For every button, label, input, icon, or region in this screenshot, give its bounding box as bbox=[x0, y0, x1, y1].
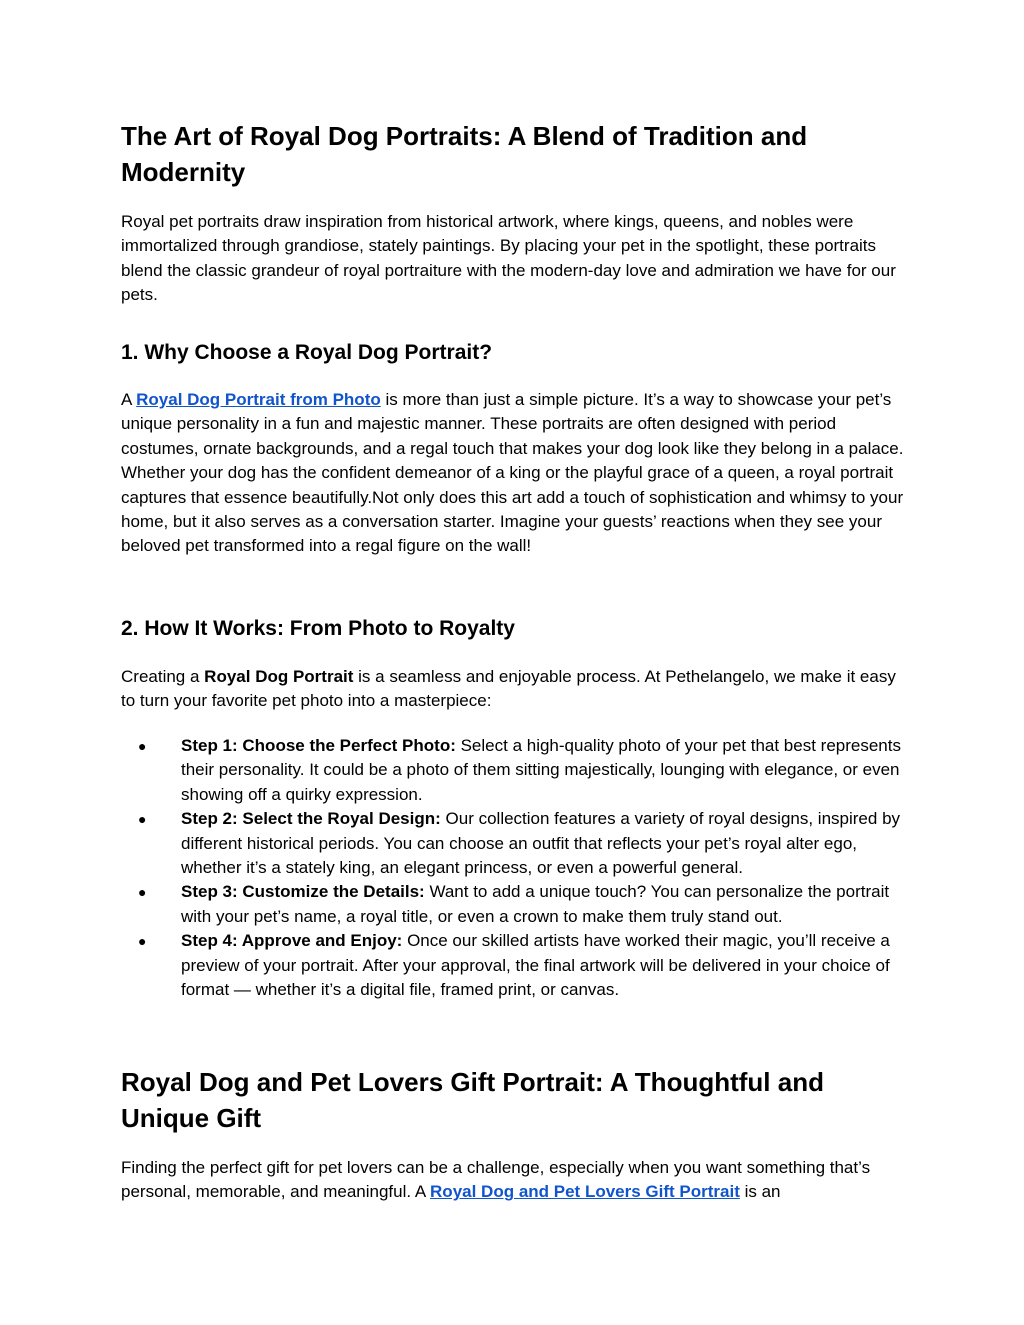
bullet-icon: ● bbox=[138, 884, 147, 901]
list-item bbox=[121, 734, 911, 807]
how-body: is a seamless and enjoyable process. At Pethelangelo, we make it easy to turn your favorite pet photo into a masterpiece: bbox=[121, 667, 896, 711]
section-title-gift-portrait: Royal Dog and Pet Lovers Gift Portrait: A Thoughtful and Unique Gift bbox=[121, 1067, 824, 1133]
step-text: Once our skilled artists have worked their magic, you’ll receive a preview of your portrait. After your approval, the final artwork will be delivered in your choice of format — whether it’s a digital file, framed print, or canvas. bbox=[181, 931, 890, 1000]
heading-how-it-works: 2. How It Works: From Photo to Royalty bbox=[121, 617, 515, 640]
gift-suffix: is an bbox=[739, 1182, 781, 1202]
bullet-icon: ● bbox=[138, 738, 147, 754]
how-prefix: Creating a bbox=[121, 667, 205, 686]
why-paragraph bbox=[121, 388, 911, 559]
step-text: Our collection features a variety of royal designs, inspired by different historical periods. You can choose an outfit that reflects your pet’s royal alter ego, whether it’s a stately king, an elegant princess, or even a powerful general. bbox=[181, 809, 901, 878]
bullet-icon: ● bbox=[138, 811, 147, 828]
royal-dog-portrait-from-photo-link[interactable]: Royal Dog Portrait from Photo bbox=[136, 390, 381, 409]
why-body: is more than just a simple picture. It’s a way to showcase your pet’s unique personality in a fun and majestic manner. These portraits are often designed with period costumes, ornate backgrounds, and a regal touch that makes your dog look like they belong in a palace. Whether your dog has the confident demeanor of a king or the playful grace of a queen, a royal portrait captures that essence beautifully.Not only does this art add a touch of sophistication and whimsy to your home, but it also serves as a conversation starter. Imagine your guests’ reactions when they see your beloved pet transformed into a regal figure on the wall! bbox=[121, 390, 904, 556]
gift-prefix: Finding the perfect gift for pet lovers can be a challenge, especially when you want something that’s personal, memorable, and meaningful. A bbox=[121, 1158, 871, 1202]
intro-paragraph: Royal pet portraits draw inspiration from historical artwork, where kings, queens, and nobles were immortalized through grandiose, stately paintings. By placing your pet in the spotlight, these portraits blend the classic grandeur of royal portraiture with the modern-day love and admiration we have for our pets. bbox=[121, 212, 896, 305]
step-label: Step 3: Customize the Details: bbox=[181, 882, 425, 902]
section-title-art-of-royal-dog-portraits: The Art of Royal Dog Portraits: A Blend of Tradition and Modernity bbox=[121, 121, 808, 187]
step-label: Step 4: Approve and Enjoy: bbox=[181, 931, 403, 951]
step-label: Step 1: Choose the Perfect Photo: bbox=[181, 736, 456, 755]
step-label: Step 2: Select the Royal Design: bbox=[181, 809, 441, 829]
step-text: Want to add a unique touch? You can personalize the portrait with your pet’s name, a royal title, or even a crown to make them truly stand out. bbox=[181, 882, 890, 926]
list-item bbox=[121, 929, 911, 1002]
why-prefix: A bbox=[121, 390, 137, 409]
how-bold-term: Royal Dog Portrait bbox=[204, 667, 354, 686]
list-item bbox=[121, 807, 911, 880]
royal-dog-and-pet-lovers-gift-portrait-link[interactable]: Royal Dog and Pet Lovers Gift Portrait bbox=[430, 1182, 740, 1202]
how-paragraph bbox=[121, 665, 911, 714]
list-item bbox=[121, 880, 911, 929]
bullet-icon: ● bbox=[138, 933, 147, 950]
steps-list bbox=[121, 734, 911, 1002]
step-text: Select a high-quality photo of your pet that best represents their personality. It could be a photo of them sitting majestically, lounging with elegance, or even showing off a quirky expression. bbox=[181, 736, 901, 804]
gift-paragraph bbox=[121, 1156, 911, 1205]
heading-why-choose: 1. Why Choose a Royal Dog Portrait? bbox=[121, 341, 493, 364]
